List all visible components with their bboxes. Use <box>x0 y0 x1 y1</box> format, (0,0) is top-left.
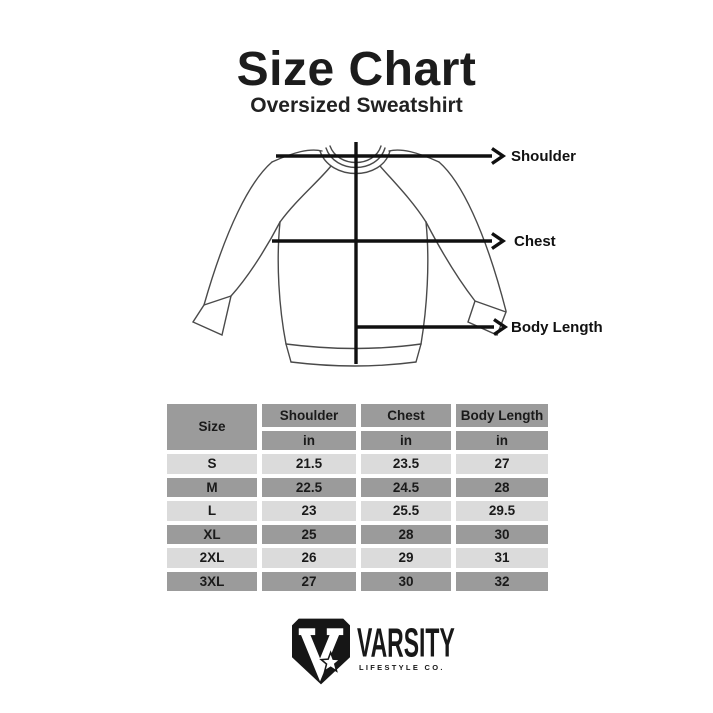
table-cell-body-length: 32 <box>456 572 548 592</box>
table-cell-shoulder: 21.5 <box>262 454 356 474</box>
logo-text-block <box>357 618 457 685</box>
col-header-chest: Chest <box>361 404 451 427</box>
shoulder-label: Shoulder <box>511 148 577 165</box>
page-title: Size Chart <box>236 43 477 96</box>
col-header-shoulder: Shoulder <box>262 404 356 427</box>
unit-cell-shoulder: in <box>262 431 356 450</box>
table-cell-chest: 24.5 <box>361 478 451 498</box>
size-table <box>167 404 548 591</box>
table-cell-shoulder: 22.5 <box>262 478 356 498</box>
table-cell-size: XL <box>167 525 257 545</box>
table-cell-size: 2XL <box>167 548 257 568</box>
table-cell-body-length: 30 <box>456 525 548 545</box>
varsity-shield-icon <box>292 618 350 685</box>
chest-label: Chest <box>514 233 556 250</box>
shoulder-arrowhead-icon <box>492 149 503 164</box>
table-cell-size: L <box>167 501 257 521</box>
table-cell-body-length: 31 <box>456 548 548 568</box>
table-cell-size: 3XL <box>167 572 257 592</box>
table-cell-chest: 30 <box>361 572 451 592</box>
table-cell-chest: 23.5 <box>361 454 451 474</box>
table-cell-shoulder: 23 <box>262 501 356 521</box>
table-cell-shoulder: 26 <box>262 548 356 568</box>
table-cell-body-length: 28 <box>456 478 548 498</box>
table-cell-body-length: 27 <box>456 454 548 474</box>
unit-cell-chest: in <box>361 431 451 450</box>
unit-cell-body-length: in <box>456 431 548 450</box>
table-cell-chest: 28 <box>361 525 451 545</box>
page-subtitle: Oversized Sweatshirt <box>250 94 463 117</box>
chest-arrowhead-icon <box>492 234 503 249</box>
body-length-label: Body Length <box>511 319 603 336</box>
logo-tagline-text: LIFESTYLE CO. <box>359 663 445 672</box>
col-header-body-length: Body Length <box>456 404 548 427</box>
table-cell-shoulder: 27 <box>262 572 356 592</box>
table-cell-chest: 25.5 <box>361 501 451 521</box>
sweatshirt-outline <box>193 146 506 366</box>
table-cell-shoulder: 25 <box>262 525 356 545</box>
table-cell-body-length: 29.5 <box>456 501 548 521</box>
brand-logo <box>292 618 457 685</box>
col-header-size: Size <box>167 404 257 450</box>
logo-brand-text: VARSITY <box>357 620 455 666</box>
table-cell-size: S <box>167 454 257 474</box>
table-cell-size: M <box>167 478 257 498</box>
table-cell-chest: 29 <box>361 548 451 568</box>
